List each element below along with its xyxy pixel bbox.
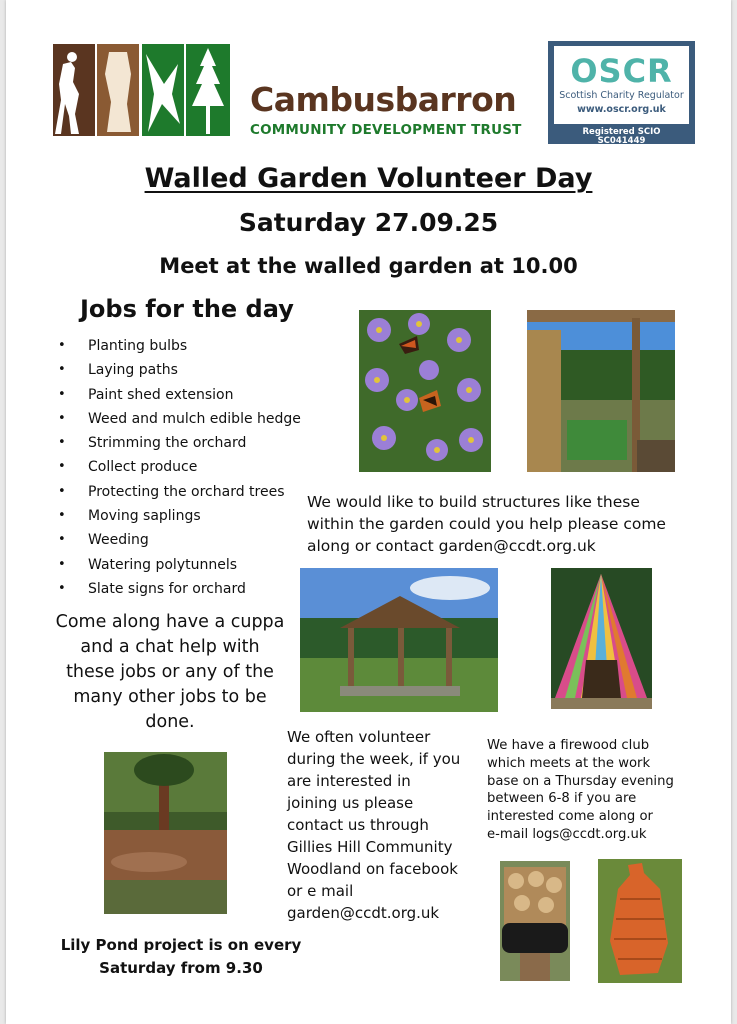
volunteer-text — [287, 726, 460, 924]
jobs-list — [56, 337, 301, 604]
firewood-line: interested come along or — [487, 809, 653, 825]
logo-panel-tree — [186, 44, 230, 136]
list-item: • Weeding — [56, 531, 301, 555]
cuppa-line: many other jobs to be — [73, 687, 267, 707]
oscr-registered: Registered SCIO — [582, 127, 661, 137]
volunteer-line: Woodland on facebook — [287, 860, 458, 878]
photo-lily-pond — [104, 752, 227, 914]
photo-asters-butterflies — [359, 310, 491, 472]
volunteer-line: are interested in — [287, 772, 411, 790]
firewood-text — [487, 737, 674, 844]
photo-gazebo — [300, 568, 498, 712]
logo-subtitle: COMMUNITY DEVELOPMENT TRUST — [250, 122, 522, 138]
oscr-title: OSCR — [570, 52, 673, 90]
cuppa-line: and a chat help with — [80, 637, 260, 657]
volunteer-line: Gillies Hill Community — [287, 838, 453, 856]
list-item: • Planting bulbs — [56, 337, 301, 361]
photo-teepee — [551, 568, 652, 709]
firewood-line: which meets at the work — [487, 755, 651, 771]
logo-panel-walker — [53, 44, 95, 136]
event-title — [6, 163, 731, 194]
cuppa-line: these jobs or any of the — [66, 662, 274, 682]
lily-line: Lily Pond project is on every — [60, 936, 302, 954]
volunteer-line: during the week, if you — [287, 750, 461, 768]
volunteer-line: contact us through — [287, 816, 429, 834]
list-item: • Weed and mulch edible hedge — [56, 410, 301, 434]
list-item: • Laying paths — [56, 361, 301, 385]
poster-page — [6, 0, 731, 1024]
oscr-badge-panel — [554, 46, 689, 124]
structures-line: We would like to build structures like these — [307, 493, 640, 511]
firewood-line: e-mail logs@ccdt.org.uk — [487, 826, 647, 842]
volunteer-line: We often volunteer — [287, 728, 431, 746]
structures-text — [307, 491, 666, 557]
photo-garden-structure — [527, 310, 675, 472]
photo-log-store — [500, 861, 570, 981]
volunteer-line: or e mail — [287, 882, 354, 900]
logo-panel-bird — [142, 44, 184, 136]
list-item: • Slate signs for orchard — [56, 580, 301, 604]
jobs-heading: Jobs for the day — [80, 295, 294, 323]
event-date: Saturday 27.09.25 — [238, 208, 499, 237]
lily-pond-caption — [46, 934, 316, 980]
cuppa-line: Come along have a cuppa — [55, 612, 285, 632]
structures-line: along or contact garden@ccdt.org.uk — [307, 537, 596, 555]
firewood-line: base on a Thursday evening — [487, 773, 674, 789]
volunteer-line: joining us please — [287, 794, 414, 812]
logo-brand-name: Cambusbarron — [250, 80, 517, 119]
list-item: • Protecting the orchard trees — [56, 483, 301, 507]
logo-panel-figure — [97, 44, 139, 136]
firewood-line: between 6-8 if you are — [487, 791, 637, 807]
oscr-number: SC041449 — [597, 136, 646, 146]
firewood-line: We have a firewood club — [487, 738, 650, 753]
structures-line: within the garden could you help please come — [307, 515, 666, 533]
oscr-badge — [548, 41, 695, 144]
event-meet: Meet at the walled garden at 10.00 — [159, 254, 578, 278]
list-item: • Watering polytunnels — [56, 556, 301, 580]
cuppa-text — [50, 610, 290, 735]
list-item: • Collect produce — [56, 458, 301, 482]
event-title-text: Walled Garden Volunteer Day — [144, 163, 593, 194]
cuppa-line: done. — [145, 712, 195, 732]
oscr-regulator: Scottish Charity Regulator — [559, 90, 684, 101]
photo-log-bag — [598, 859, 682, 983]
list-item: • Paint shed extension — [56, 386, 301, 410]
lily-line: Saturday from 9.30 — [99, 959, 263, 977]
volunteer-line: garden@ccdt.org.uk — [287, 904, 440, 922]
list-item: • Moving saplings — [56, 507, 301, 531]
oscr-url: www.oscr.org.uk — [577, 104, 666, 115]
list-item: • Strimming the orchard — [56, 434, 301, 458]
